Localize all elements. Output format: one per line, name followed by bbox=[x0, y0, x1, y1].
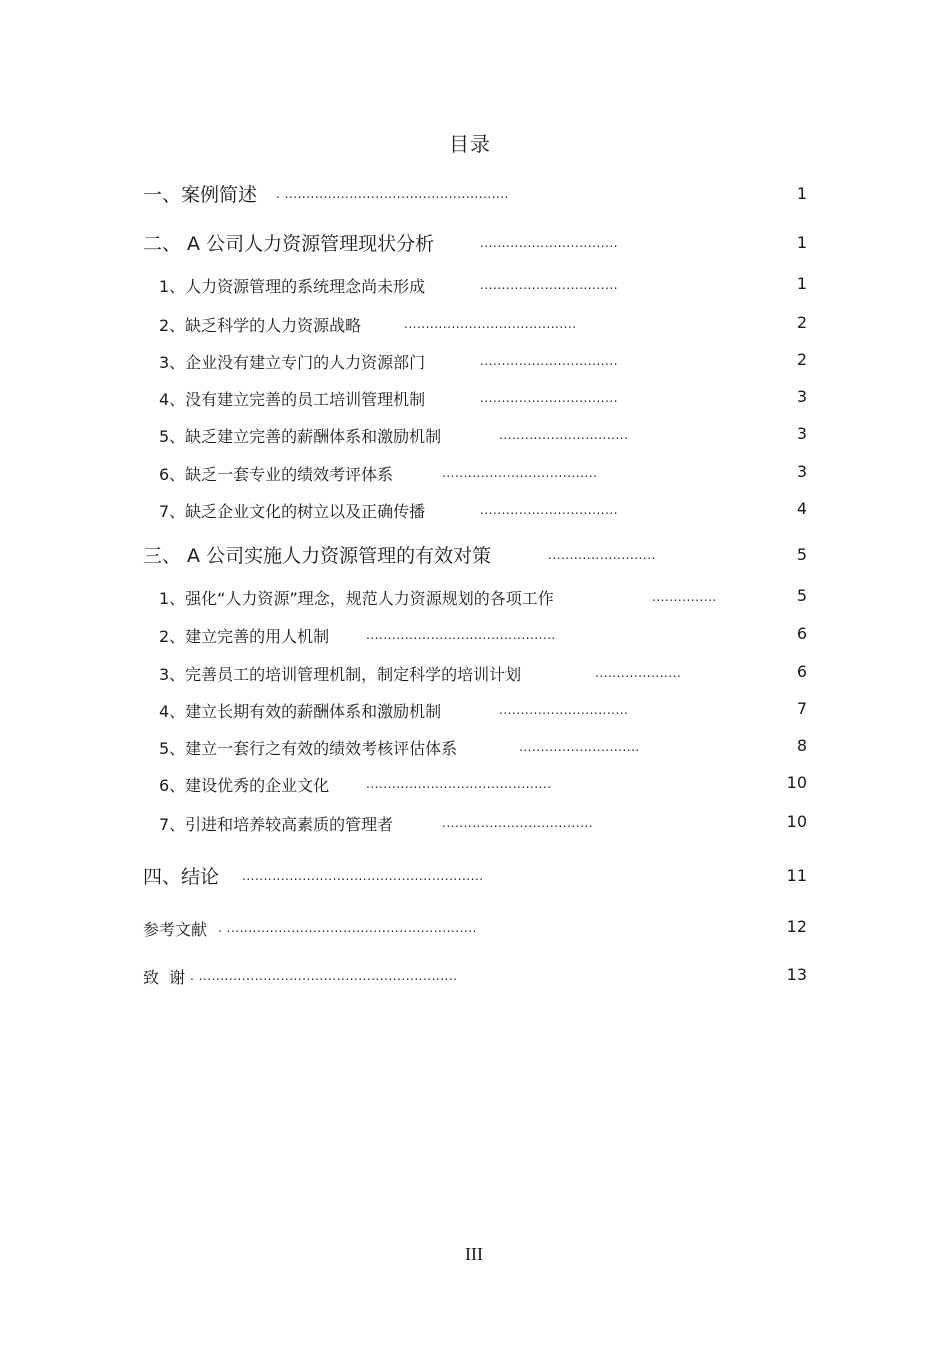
toc-entry-page: 8 bbox=[796, 736, 807, 755]
toc-entry-label: 2、建立完善的用人机制 bbox=[159, 627, 330, 646]
toc-leader-dots: ................................ bbox=[480, 236, 619, 250]
toc-entry-2-3[interactable] bbox=[0, 350, 950, 378]
toc-entry-label: 1、强化“人力资源”理念，规范人力资源规划的各项工作 bbox=[159, 589, 554, 608]
toc-entry-3-1[interactable] bbox=[0, 586, 950, 614]
toc-entry-page: 1 bbox=[796, 274, 807, 293]
toc-entry-page: 7 bbox=[796, 699, 807, 718]
toc-entry-status-analysis[interactable] bbox=[0, 229, 950, 257]
toc-entry-label: 1、人力资源管理的系统理念尚未形成 bbox=[159, 277, 426, 296]
toc-entry-page: 12 bbox=[786, 917, 807, 936]
toc-entry-references[interactable] bbox=[0, 917, 950, 945]
toc-entry-page: 5 bbox=[796, 586, 807, 605]
toc-leader-dots: . ............................................................ bbox=[190, 969, 458, 983]
toc-entry-3-7[interactable] bbox=[0, 812, 950, 840]
toc-entry-label: 5、缺乏建立完善的薪酬体系和激励机制 bbox=[159, 427, 442, 446]
toc-entry-countermeasures[interactable] bbox=[0, 541, 950, 569]
toc-entry-3-5[interactable] bbox=[0, 736, 950, 764]
toc-entry-page: 6 bbox=[796, 662, 807, 681]
toc-entry-2-4[interactable] bbox=[0, 387, 950, 415]
toc-entry-3-2[interactable] bbox=[0, 624, 950, 652]
toc-entry-page: 2 bbox=[796, 350, 807, 369]
toc-leader-dots: . .......................................................... bbox=[218, 921, 477, 935]
toc-entry-label: 5、建立一套行之有效的绩效考核评估体系 bbox=[159, 739, 458, 758]
toc-entry-3-3[interactable] bbox=[0, 662, 950, 690]
toc-entry-3-6[interactable] bbox=[0, 773, 950, 801]
toc-leader-dots: .............................. bbox=[499, 428, 629, 442]
toc-entry-label: 7、引进和培养较高素质的管理者 bbox=[159, 815, 394, 834]
toc-entry-label: 2、缺乏科学的人力资源战略 bbox=[159, 316, 362, 335]
toc-entry-3-4[interactable] bbox=[0, 699, 950, 727]
toc-entry-2-6[interactable] bbox=[0, 462, 950, 490]
toc-entry-page: 3 bbox=[796, 387, 807, 406]
toc-entry-page: 10 bbox=[786, 812, 807, 831]
toc-entry-label: 6、建设优秀的企业文化 bbox=[159, 776, 330, 795]
toc-entry-label: 一、案例简述 bbox=[143, 184, 258, 206]
toc-leader-dots: ......................... bbox=[548, 548, 656, 562]
toc-leader-dots: . .................................................... bbox=[276, 187, 509, 201]
toc-leader-dots: ............................................ bbox=[366, 628, 556, 642]
toc-entry-2-2[interactable] bbox=[0, 313, 950, 341]
toc-entry-label: 3、完善员工的培训管理机制，制定科学的培训计划 bbox=[159, 665, 522, 684]
toc-entry-page: 3 bbox=[796, 424, 807, 443]
toc-entry-label: 致 谢 bbox=[143, 968, 186, 987]
toc-entry-label: 7、缺乏企业文化的树立以及正确传播 bbox=[159, 502, 426, 521]
toc-title: 目录 bbox=[449, 132, 491, 156]
toc-entry-page: 6 bbox=[796, 624, 807, 643]
toc-leader-dots: ........................................................ bbox=[242, 869, 484, 883]
toc-leader-dots: ................................ bbox=[480, 354, 619, 368]
toc-entry-label: 3、企业没有建立专门的人力资源部门 bbox=[159, 353, 426, 372]
toc-leader-dots: ............... bbox=[652, 590, 717, 604]
toc-entry-label: 三、 A 公司实施人力资源管理的有效对策 bbox=[143, 545, 492, 567]
toc-leader-dots: .............................. bbox=[499, 703, 629, 717]
toc-entry-page: 4 bbox=[796, 499, 807, 518]
toc-entry-page: 5 bbox=[796, 545, 807, 564]
toc-leader-dots: ................................ bbox=[480, 503, 619, 517]
toc-entry-label: 4、建立长期有效的薪酬体系和激励机制 bbox=[159, 702, 442, 721]
toc-leader-dots: ............................ bbox=[519, 740, 640, 754]
toc-entry-2-5[interactable] bbox=[0, 424, 950, 452]
page-number-footer: III bbox=[465, 1244, 483, 1264]
toc-entry-case-summary[interactable] bbox=[0, 180, 950, 208]
toc-entry-page: 1 bbox=[796, 233, 807, 252]
toc-entry-label: 参考文献 bbox=[143, 920, 208, 939]
toc-entry-label: 二、 A 公司人力资源管理现状分析 bbox=[143, 233, 435, 255]
toc-entry-label: 四、结论 bbox=[143, 866, 220, 888]
toc-leader-dots: ................................ bbox=[480, 278, 619, 292]
toc-entry-page: 10 bbox=[786, 773, 807, 792]
toc-entry-2-7[interactable] bbox=[0, 499, 950, 527]
toc-leader-dots: ........................................... bbox=[366, 777, 552, 791]
toc-leader-dots: .................... bbox=[595, 666, 682, 680]
toc-entry-acknowledgements[interactable] bbox=[0, 965, 950, 993]
toc-entry-page: 13 bbox=[786, 965, 807, 984]
toc-entry-page: 11 bbox=[786, 866, 807, 885]
toc-entry-page: 3 bbox=[796, 462, 807, 481]
toc-entry-conclusion[interactable] bbox=[0, 862, 950, 890]
toc-leader-dots: ................................ bbox=[480, 391, 619, 405]
toc-entry-label: 4、没有建立完善的员工培训管理机制 bbox=[159, 390, 426, 409]
toc-entry-label: 6、缺乏一套专业的绩效考评体系 bbox=[159, 465, 394, 484]
toc-leader-dots: ........................................ bbox=[404, 317, 577, 331]
toc-entry-2-1[interactable] bbox=[0, 274, 950, 302]
toc-entry-page: 1 bbox=[796, 184, 807, 203]
toc-entry-page: 2 bbox=[796, 313, 807, 332]
toc-leader-dots: .................................... bbox=[442, 466, 598, 480]
toc-leader-dots: ................................... bbox=[442, 816, 594, 830]
